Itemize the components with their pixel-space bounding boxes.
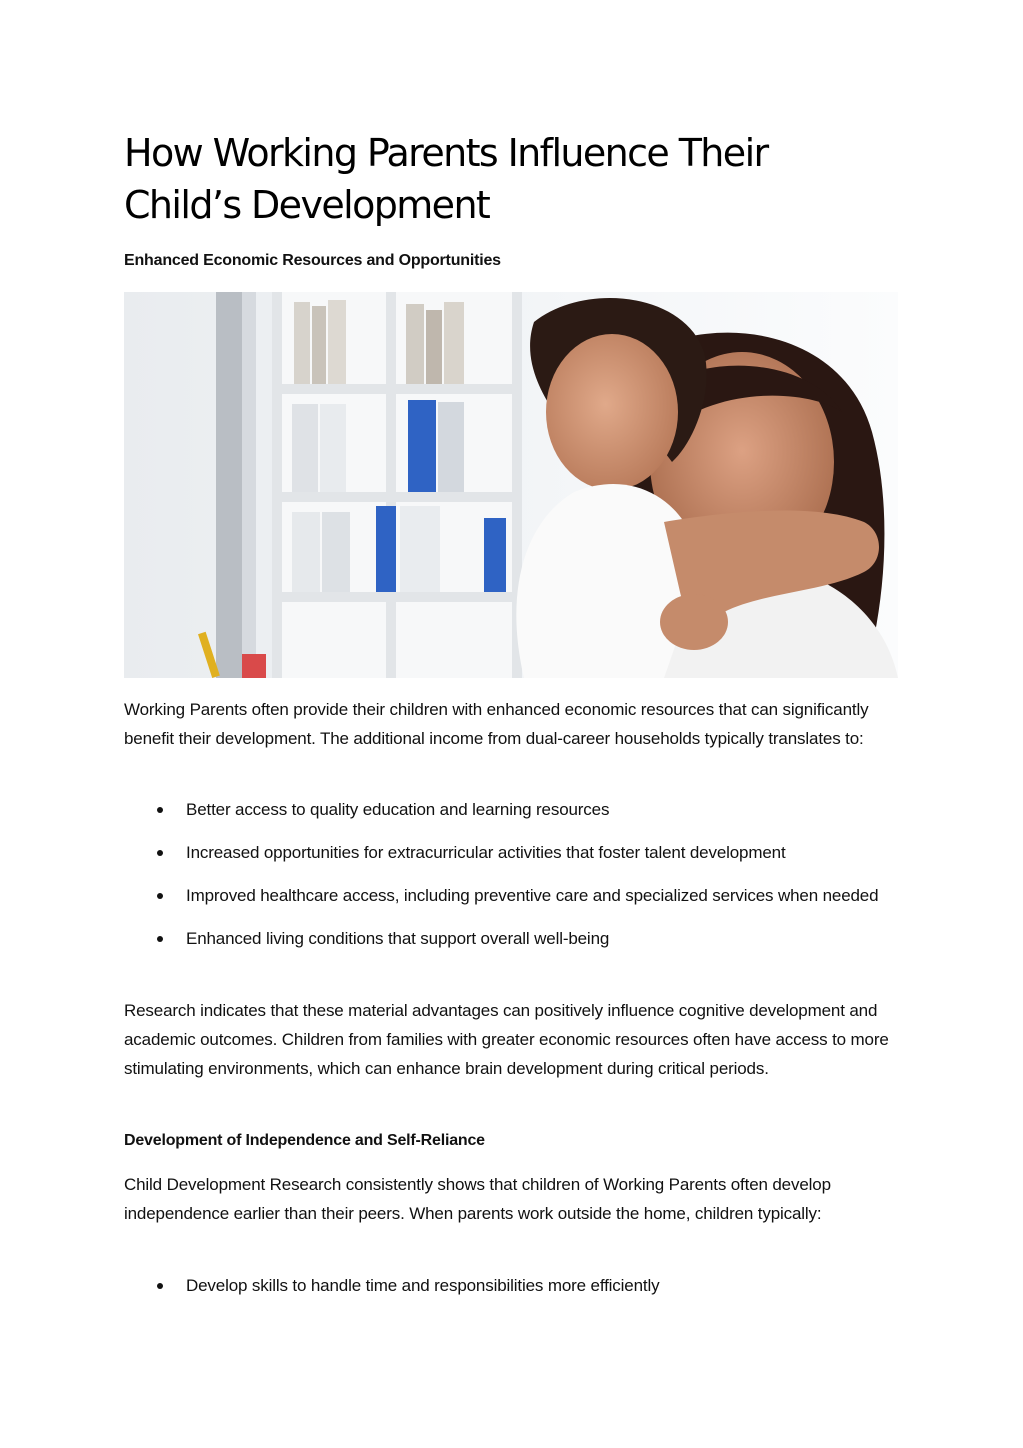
paragraph-independence-intro: Child Development Research consistently shows that children of Working Parents often develop independence earlier than their peers. When parents work outside the home, children typically: [124,1175,831,1223]
paragraph-economic-intro: Working Parents often provide their children with enhanced economic resources that can significantly benefit their development. The additional income from dual-career households typically translates to: [124,700,869,748]
article-title [124,127,900,231]
article-title-line-2: Child’s Development [124,183,490,227]
list-item: Enhanced living conditions that support overall well-being [124,924,900,953]
independence-list [124,1271,900,1300]
economic-benefits-list [124,795,900,953]
article-title-line-1: How Working Parents Influence Their [124,131,768,175]
section-heading-economic: Enhanced Economic Resources and Opportunities [124,252,501,269]
bullet-dot [157,893,163,899]
list-item: Improved healthcare access, including preventive care and specialized services when needed [124,881,900,910]
list-item: Better access to quality education and learning resources [124,795,900,824]
mother-daughter-photo [124,292,898,678]
paragraph-economic-closing: Research indicates that these material advantages can positively influence cognitive development and academic outcomes. Children from families with greater economic resources often have access to more stimulating environments, which can enhance brain development during critical periods. [124,1001,889,1078]
list-item: Develop skills to handle time and responsibilities more efficiently [124,1271,900,1300]
section-heading-independence: Development of Independence and Self-Reliance [124,1132,485,1149]
bullet-dot [157,1283,163,1289]
list-item: Increased opportunities for extracurricular activities that foster talent development [124,838,900,867]
bullet-dot [157,850,163,856]
bullet-dot [157,807,163,813]
bullet-dot [157,936,163,942]
